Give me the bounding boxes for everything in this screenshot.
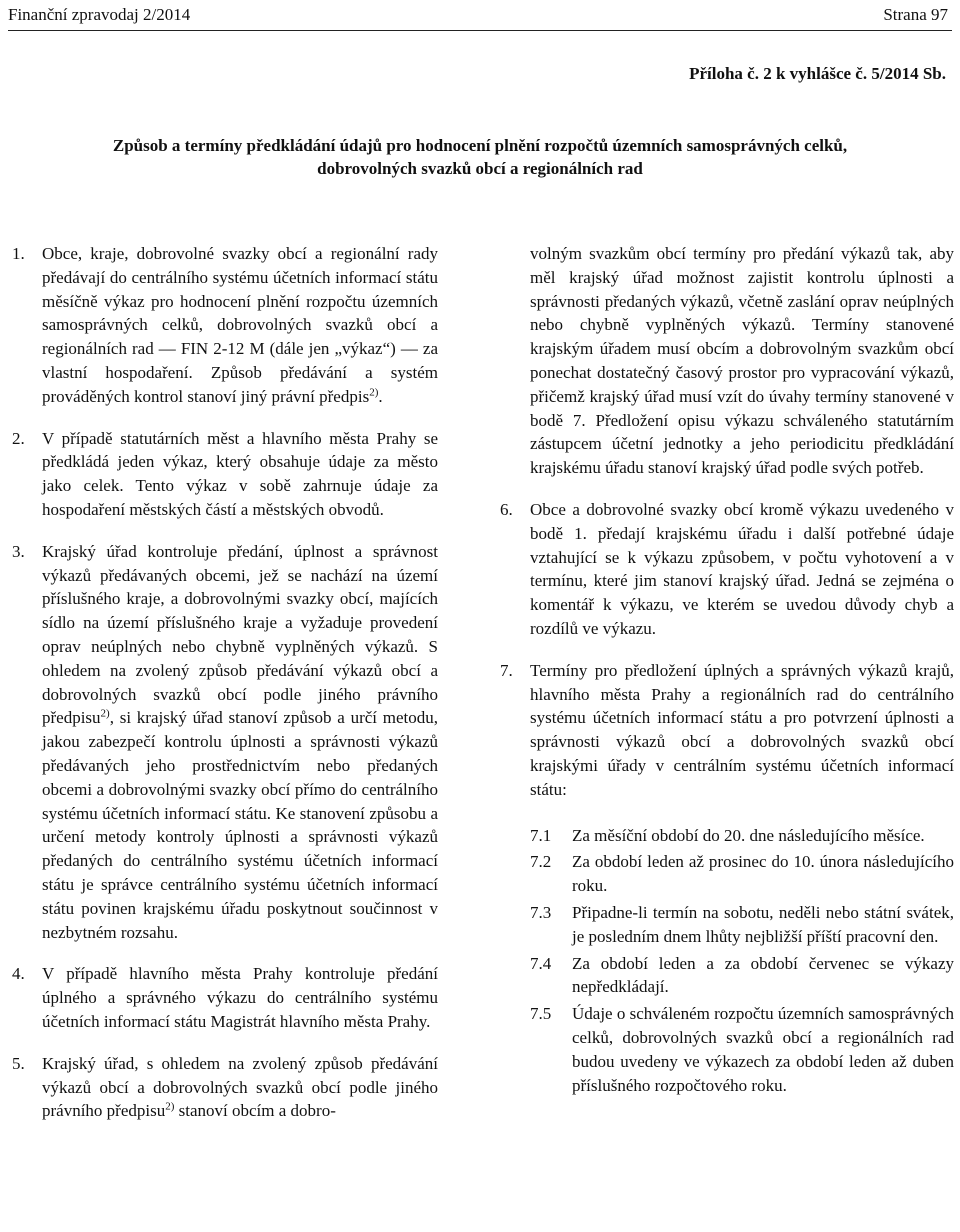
- item-text: V případě hlavního města Prahy kontroluje předání úplného a správného výkazu do centrálního systému účetních informací státu Magistrát hlavního města Prahy.: [42, 964, 438, 1031]
- item-number: 1.: [12, 244, 25, 263]
- footnote-ref: 2): [165, 1100, 175, 1113]
- item-text: Termíny pro předložení úplných a správných výkazů krajů, hlavního města Prahy a regionálních rad do centrálního systému účetních informací státu a pro potvrzení úplnosti a správnosti výkazů obcí a dobrovolných svazků obcí krajskými úřady v centrálním systému účetních informací státu:: [530, 660, 954, 799]
- sub-list-item: [530, 901, 954, 949]
- item-number: 5.: [12, 1053, 25, 1073]
- footnote-ref: 2): [100, 707, 110, 720]
- item-text: Krajský úřad kontroluje předání, úplnost a správnost výkazů předávaných obcemi, jež se nachází na území příslušného kraje, a dobrovolnými svazky obcí, majících sídlo na území příslušného kraje a vyžaduje provedení oprav neúplných nebo chybně vyplněných výkazů. S ohledem na zvolený způsob předávání výkazů obcí a dobrovolných svazků obcí podle jiného právního předpisu: [42, 541, 438, 728]
- annex-label: Příloha č. 2 k vyhlášce č. 5/2014 Sb.: [689, 64, 946, 83]
- item-text: Obce, kraje, dobrovolné svazky obcí a regionální rady předávají do centrálního systému účetních informací státu měsíčně výkaz pro hodnocení plnění rozpočtu územních samosprávných celků, dobrovolných svazků obcí a regionálních rad — FIN 2-12 M (dále jen „výkaz“) — za vlastní hospodaření. Způsob předávání a systém prováděných kontrol stanoví jiný právní předpis: [42, 244, 438, 406]
- sub-list-item: [530, 1002, 954, 1097]
- sub-item-text: Za měsíční období do 20. dne následujícího měsíce.: [572, 825, 925, 845]
- sub-item-text: Připadne-li termín na sobotu, neděli nebo státní svátek, je posledním dnem lhůty nejbližší příští pracovní den.: [572, 902, 954, 946]
- sub-item-number: 7.2: [530, 852, 552, 872]
- title-line-1: Způsob a termíny předkládání údajů pro hodnocení plnění rozpočtů územních samosprávných celků,: [112, 136, 848, 155]
- sub-item-number: 7.5: [530, 1004, 552, 1024]
- item-text: V případě statutárních měst a hlavního města Prahy se předkládá jeden výkaz, který obsahuje údaje za město jako celek. Tento výkaz v sobě zahrnuje údaje za hospodaření městských částí a městských obvodů.: [42, 428, 438, 519]
- document-title: [40, 134, 920, 180]
- list-item: [500, 659, 954, 1098]
- list-item-continuation: [500, 242, 954, 480]
- item-text: , si krajský úřad stanoví způsob a určí metodu, jakou zabezpečí kontrolu úplnosti a správnosti výkazů předávaných jeho prostřednictvím nebo předaných obcemi a dobrovolnými svazky obcí přímo do centrálního systému účetních informací státu. Ke stanovení způsobu a určení metody kontroly úplnosti a správnosti výkazů předaných do centrálního systému účetních informací státu je správce centrálního systému účetních informací státu povinen krajskému úřadu poskytnout součinnost v nezbytném rozsahu.: [42, 708, 438, 942]
- item-number: 4.: [12, 964, 25, 984]
- item-text: Krajský úřad, s ohledem na zvolený způsob předávání výkazů obcí a dobrovolných svazků obcí podle jiného právního předpisu: [42, 1053, 438, 1121]
- header-rule: [8, 30, 952, 31]
- left-column: [12, 242, 438, 1141]
- list-item: [12, 242, 438, 409]
- item-number: 6.: [500, 499, 513, 519]
- item-number: 2.: [12, 428, 25, 448]
- footnote-ref: 2): [369, 386, 379, 399]
- item-text: stanoví obcím a dobro-: [174, 1101, 336, 1121]
- list-item: [12, 1052, 438, 1123]
- page-number: Strana 97: [883, 5, 948, 24]
- sub-list-item: [530, 850, 954, 898]
- item-number: 3.: [12, 541, 25, 561]
- sub-list-item: [530, 952, 954, 1000]
- sub-item-number: 7.4: [530, 953, 552, 973]
- list-item: [12, 540, 438, 945]
- sub-list: [530, 824, 954, 1098]
- list-item: [12, 962, 438, 1033]
- list-item: [12, 427, 438, 522]
- list-item: [500, 498, 954, 641]
- sub-item-number: 7.3: [530, 902, 552, 922]
- sub-item-text: Údaje o schváleném rozpočtu územních samosprávných celků, dobrovolných svazků obcí a regionálních rad budou uvedeny ve výkazech za období leden až duben příslušného rozpočtového roku.: [572, 1004, 954, 1095]
- right-column: [500, 242, 954, 1115]
- page-header: [8, 2, 952, 28]
- sub-item-text: Za období leden a za období červenec se výkazy nepředkládají.: [572, 953, 954, 997]
- sub-item-number: 7.1: [530, 825, 552, 845]
- sub-item-text: Za období leden až prosinec do 10. února následujícího roku.: [572, 852, 954, 896]
- journal-name: Finanční zpravodaj 2/2014: [8, 5, 191, 24]
- item-text: Obce a dobrovolné svazky obcí kromě výkazu uvedeného v bodě 1. předají krajskému úřadu i další potřebné údaje vztahující se k výkazu způsobem, v počtu vyhotovení a v termínu, které jim stanoví krajský úřad. Jedná se zejména o komentář k výkazu, ve kterém se uvedou důvody chyb a rozdílů ve výkazu.: [530, 499, 954, 638]
- sub-list-item: [530, 824, 954, 848]
- item-number: 7.: [500, 660, 513, 680]
- title-line-2: dobrovolných svazků obcí a regionálních rad: [317, 159, 643, 178]
- item-text: volným svazkům obcí termíny pro předání výkazů tak, aby měl krajský úřad možnost zajistit kontrolu úplnosti a správnosti předaných výkazů, včetně zaslání oprav neúplných nebo chybně vyplněných výkazů. Termíny stanovené krajským úřadem musí obcím a dobrovolným svazkům obcí ponechat dostatečný časový prostor pro vypracování výkazů, přičemž krajský úřad musí vzít do úvahy termíny stanovené v bodě 7. Předložení opisu výkazu schváleného statutárním zástupcem účetní jednotky a jeho periodicitu předkládání krajskému úřadu stanoví krajský úřad podle svých potřeb.: [530, 244, 954, 478]
- item-text-tail: .: [378, 386, 383, 406]
